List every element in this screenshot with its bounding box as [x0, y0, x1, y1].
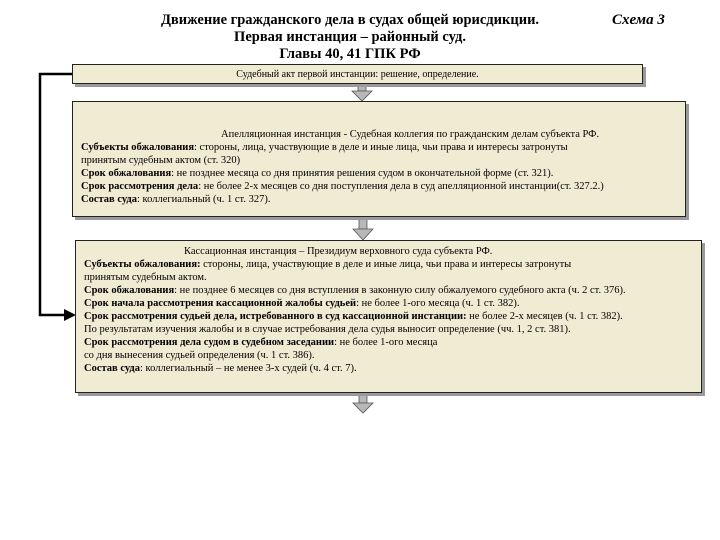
appeal-box	[72, 101, 686, 217]
appeal-subjects-cont: принятым судебным актом (ст. 320)	[81, 155, 241, 166]
cassation-start-term: Срок начала рассмотрения кассационной жалобы судьей: не более 1-ого месяца (ч. 1 ст. 382).	[84, 298, 520, 309]
title-line-1: Движение гражданского дела в судах общей юрисдикции.	[160, 12, 540, 28]
appeal-term: Срок обжалования: не позднее месяца со дня принятия решения судом в окончательной форме (ст. 321).	[81, 168, 554, 179]
arrow-from-cassation	[353, 395, 373, 413]
cassation-term: Срок обжалования: не позднее 6 месяцев со дня вступления в законную силу обжалуемого судебного акта (ч. 2 ст. 376).	[84, 285, 626, 296]
scheme-label: Схема 3	[612, 12, 665, 28]
appeal-subjects: Субъекты обжалования: стороны, лица, участвующие в деле и иные лица, чьи права и интересы затронуты	[81, 142, 568, 153]
first-instance-box	[72, 64, 643, 84]
cassation-subjects: Субъекты обжалования: стороны, лица, участвующие в деле и иные лица, чьи права и интересы затронуты	[84, 259, 572, 270]
cassation-session-cont: со дня вынесения судьей определения (ч. 1 ст. 386).	[84, 350, 315, 361]
cassation-session-term: Срок рассмотрения дела судом в судебном заседании: не более 1-ого месяца	[84, 337, 438, 348]
cassation-box	[75, 240, 702, 393]
title-line-2: Первая инстанция – районный суд.	[234, 29, 466, 45]
arrow-to-cassation	[353, 219, 373, 240]
appeal-composition: Состав суда: коллегиальный (ч. 1 ст. 327).	[81, 194, 271, 205]
cassation-heading: Кассационная инстанция – Президиум верховного суда субъекта РФ.	[184, 246, 493, 257]
title-line-3: Главы 40, 41 ГПК РФ	[279, 46, 421, 62]
cassation-subjects-cont: принятым судебным актом.	[84, 272, 207, 283]
cassation-judge-term: Срок рассмотрения судьей дела, истребованного в суд кассационной инстанции: не более 2-х месяцев (ч. 1 ст. 382).	[84, 311, 623, 322]
appeal-heading: Апелляционная инстанция - Судебная коллегия по гражданским делам субъекта РФ.	[221, 129, 600, 140]
appeal-review-term: Срок рассмотрения дела: не более 2-х месяцев со дня поступления дела в суд апелляционной инстанции(ст. 327.2.)	[81, 181, 604, 192]
first-instance-text: Судебный акт первой инстанции: решение, определение.	[236, 69, 479, 80]
cassation-result: По результатам изучения жалобы и в случае истребования дела судья выносит определение (чч. 1, 2 ст. 381).	[84, 324, 571, 335]
cassation-composition: Состав суда: коллегиальный – не менее 3-х судей (ч. 4 ст. 7).	[84, 363, 357, 374]
arrow-to-appeal	[352, 85, 372, 101]
bypass-line	[40, 74, 72, 315]
